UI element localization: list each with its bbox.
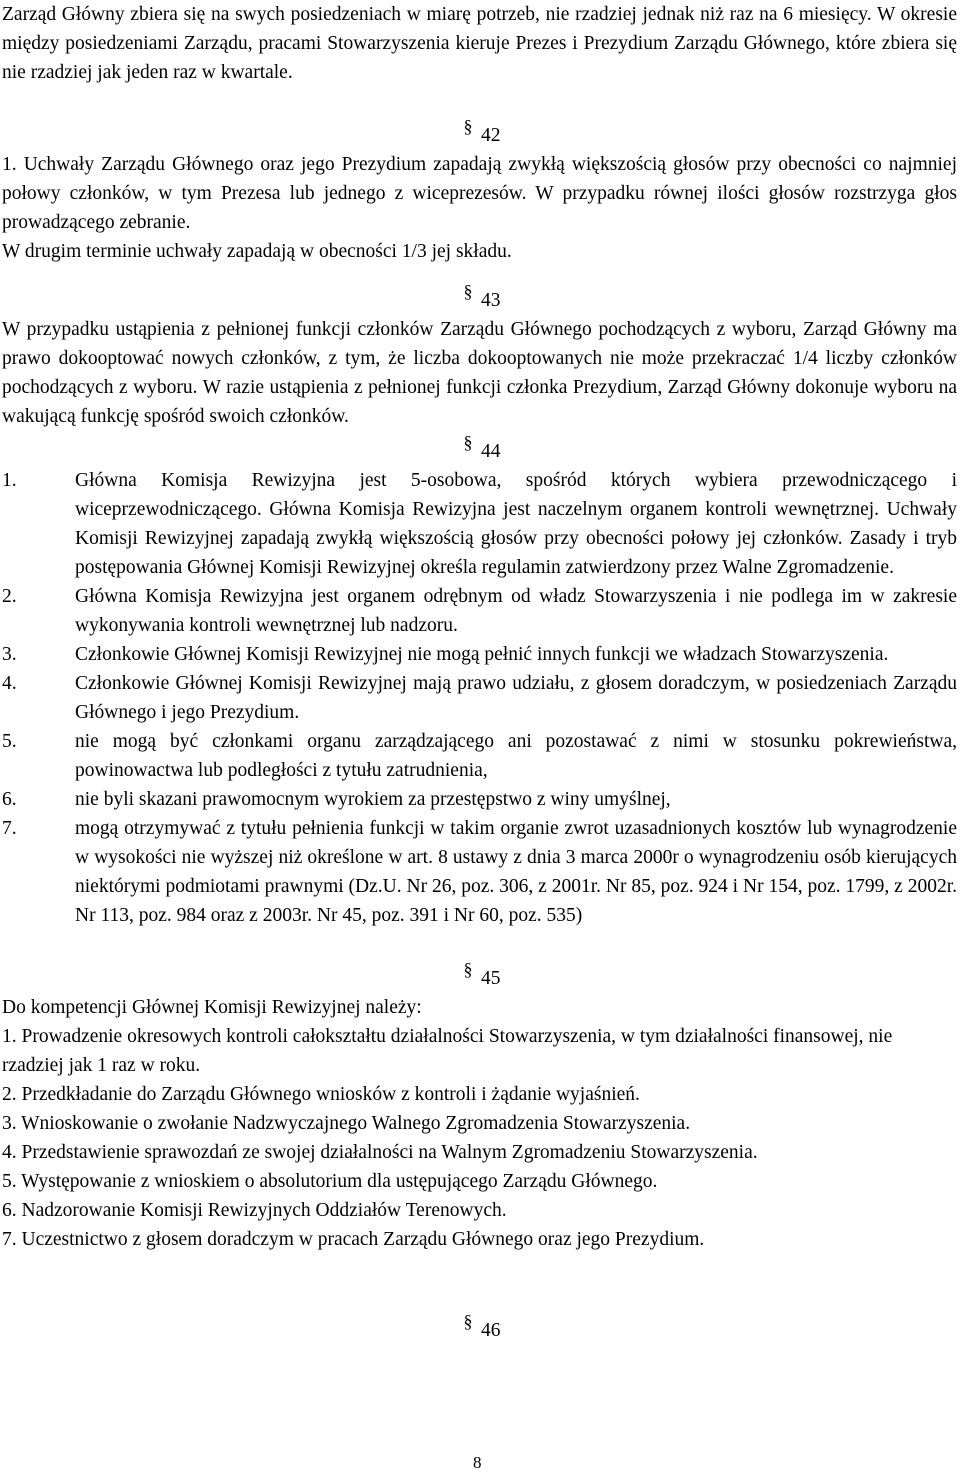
section-number: 45 xyxy=(481,968,501,989)
list-item: 6. nie byli skazani prawomocnym wyrokiem za przestępstwo z winy umyślnej, xyxy=(2,789,671,810)
section-number: 42 xyxy=(481,125,501,146)
section-44-heading xyxy=(2,432,957,466)
list-item: 7. Uczestnictwo z głosem doradczym w pracach Zarządu Głównego oraz jego Prezydium. xyxy=(2,1229,705,1250)
section-46-heading xyxy=(2,1311,957,1345)
document-page xyxy=(2,0,957,1345)
section-43-heading xyxy=(2,281,957,315)
intro-paragraph: Zarząd Główny zbiera się na swych posiedzeniach w miarę potrzeb, nie rzadziej jednak niż raz na 6 miesięcy. W okresie między posiedzeniami Zarządu, pracami Stowarzyszenia kieruje Prezes i Prezydium Zarządu Głównego, które zbiera się nie rzadziej jak jeden raz w kwartale. xyxy=(2,4,957,83)
list-item: 5. Występowanie z wnioskiem o absolutorium dla ustępującego Zarządu Głównego. xyxy=(2,1171,658,1192)
section-number: 46 xyxy=(481,1320,501,1341)
section-sign: § xyxy=(463,959,473,979)
section-42-paragraph-1: 1. Uchwały Zarządu Głównego oraz jego Prezydium zapadają zwykłą większością głosów przy obecności co najmniej połowy członków, w tym Prezesa lub jednego z wiceprezesów. W przypadku równej ilości głosów rozstrzyga głos prowadzącego zebranie. xyxy=(2,154,957,233)
section-number: 43 xyxy=(481,290,501,311)
section-sign: § xyxy=(463,432,473,452)
section-44-list xyxy=(2,466,957,930)
section-sign: § xyxy=(463,1311,473,1331)
list-item: 7. mogą otrzymywać z tytułu pełnienia funkcji w takim organie zwrot uzasadnionych kosztów lub wynagrodzenie w wysokości nie wyższej niż określone w art. 8 ustawy z dnia 3 marca 2000r o wynagrodzeniu osób kierujących niektórymi podmiotami prawnymi (Dz.U. Nr 26, poz. 306, z 2001r. Nr 85, poz. 924 i Nr 154, poz. 1799, z 2002r. Nr 113, poz. 984 oraz z 2003r. Nr 45, poz. 391 i Nr 60, poz. 535) xyxy=(2,818,957,926)
section-number: 44 xyxy=(481,441,501,462)
list-item: 6. Nadzorowanie Komisji Rewizyjnych Oddziałów Terenowych. xyxy=(2,1200,507,1221)
list-item: 4. Członkowie Głównej Komisji Rewizyjnej mają prawo udziału, z głosem doradczym, w posiedzeniach Zarządu Głównego i jego Prezydium. xyxy=(2,673,957,723)
page-number: 8 xyxy=(473,1453,482,1472)
list-item: 1. Główna Komisja Rewizyjna jest 5-osobowa, spośród których wybiera przewodniczącego i wiceprzewodniczącego. Główna Komisja Rewizyjna jest naczelnym organem kontroli wewnętrznej. Uchwały Komisji Rewizyjnej zapadają zwykłą większością głosów przy obecności połowy jej członków. Zasady i tryb postępowania Głównej Komisji Rewizyjnej określa regulamin zatwierdzony przez Walne Zgromadzenie. xyxy=(2,470,957,578)
list-item: 5. nie mogą być członkami organu zarządzającego ani pozostawać z nimi w stosunku pokrewieństwa, powinowactwa lub podległości z tytułu zatrudnienia, xyxy=(2,731,957,781)
section-42-paragraph-2: W drugim terminie uchwały zapadają w obecności 1/3 jej składu. xyxy=(2,241,512,262)
section-45-heading xyxy=(2,959,957,993)
section-42-heading xyxy=(2,116,957,150)
section-43-paragraph: W przypadku ustąpienia z pełnionej funkcji członków Zarządu Głównego pochodzących z wyboru, Zarząd Główny ma prawo dokooptować nowych członków, z tym, że liczba dokooptowanych nie może przekraczać 1/4 liczby członków pochodzących z wyboru. W razie ustąpienia z pełnionej funkcji członka Prezydium, Zarząd Główny dokonuje wyboru na wakującą funkcję spośród swoich członków. xyxy=(2,319,957,427)
list-item: 2. Przedkładanie do Zarządu Głównego wniosków z kontroli i żądanie wyjaśnień. xyxy=(2,1084,640,1105)
section-sign: § xyxy=(463,116,473,136)
list-item: 4. Przedstawienie sprawozdań ze swojej działalności na Walnym Zgromadzeniu Stowarzyszenia. xyxy=(2,1142,758,1163)
section-45-intro: Do kompetencji Głównej Komisji Rewizyjnej należy: xyxy=(2,997,422,1018)
list-item: 1. Prowadzenie okresowych kontroli całokształtu działalności Stowarzyszenia, w tym działalności finansowej, nie rzadziej jak 1 raz w roku. xyxy=(2,1026,893,1076)
section-sign: § xyxy=(463,281,473,301)
list-item: 3. Wnioskowanie o zwołanie Nadzwyczajnego Walnego Zgromadzenia Stowarzyszenia. xyxy=(2,1113,691,1134)
list-item: 2. Główna Komisja Rewizyjna jest organem odrębnym od władz Stowarzyszenia i nie podlega im w zakresie wykonywania kontroli wewnętrznej lub nadzoru. xyxy=(2,586,957,636)
section-45-list xyxy=(2,993,957,1254)
list-item: 3. Członkowie Głównej Komisji Rewizyjnej nie mogą pełnić innych funkcji we władzach Stowarzyszenia. xyxy=(2,644,889,665)
